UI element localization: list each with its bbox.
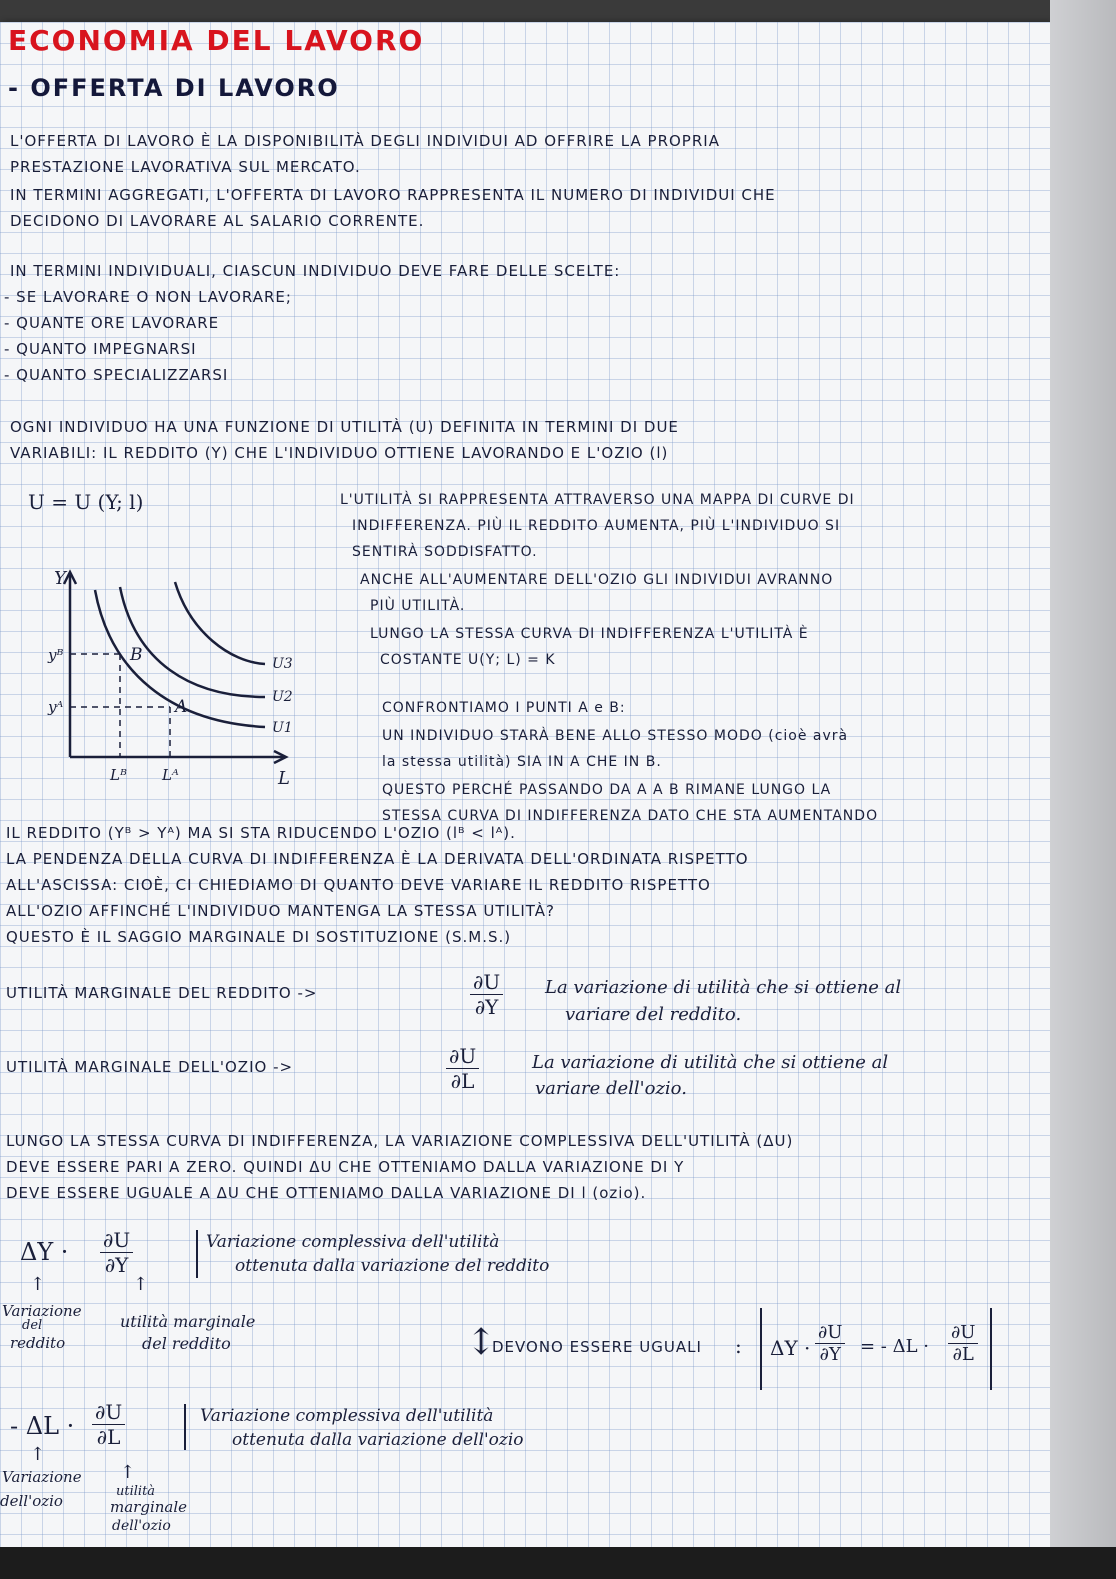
eq-income-desc-1: Variazione complessiva dell'utilità bbox=[206, 1232, 500, 1252]
point-a-label: A bbox=[175, 697, 188, 717]
eq-income-note-right: utilità marginale bbox=[120, 1312, 256, 1331]
arrow-up-icon: ↑ bbox=[120, 1462, 136, 1483]
eq-leisure-desc-1: Variazione complessiva dell'utilità bbox=[200, 1406, 494, 1426]
eq-leisure-note-left: dell'ozio bbox=[0, 1492, 63, 1510]
derivative-numerator: ∂U bbox=[100, 1228, 133, 1253]
point-b-label: B bbox=[130, 645, 143, 665]
marginal-leisure-derivative bbox=[446, 1044, 479, 1093]
derivative-numerator: ∂U bbox=[948, 1322, 978, 1344]
y-axis-label: Y bbox=[54, 568, 66, 589]
slope-line-3: ALL'ASCISSA: CIOÈ, CI CHIEDIAMO DI QUANTO DEVE VARIARE IL REDDITO RISPETTO bbox=[6, 876, 711, 894]
derivative-numerator: ∂U bbox=[446, 1044, 479, 1069]
intro-line-3: IN TERMINI AGGREGATI, L'OFFERTA DI LAVORO RAPPRESENTA IL NUMERO DI INDIVIDUI CHE bbox=[10, 186, 776, 204]
eq-leisure-note-right: dell'ozio bbox=[112, 1518, 171, 1534]
eq-income-bracket bbox=[190, 1230, 198, 1278]
arrow-up-icon: ↑ bbox=[30, 1444, 46, 1465]
zero-line-3: DEVE ESSERE UGUALE A ΔU CHE OTTENIAMO DALLA VARIAZIONE DI l (ozio). bbox=[6, 1184, 647, 1202]
utility-formula: U = U (Y; l) bbox=[28, 490, 144, 514]
ya-label: yᴬ bbox=[48, 698, 64, 716]
intro-line-4: DECIDONO DI LAVORARE AL SALARIO CORRENTE. bbox=[10, 212, 425, 230]
graph-text: LUNGO LA STESSA CURVA DI INDIFFERENZA L'UTILITÀ È bbox=[370, 626, 809, 642]
marginal-income-label: UTILITÀ MARGINALE DEL REDDITO -> bbox=[6, 984, 318, 1002]
notebook-page bbox=[0, 22, 1050, 1547]
choices-lead: IN TERMINI INDIVIDUALI, CIASCUN INDIVIDUO DEVE FARE DELLE SCELTE: bbox=[10, 262, 621, 280]
marginal-income-derivative bbox=[470, 970, 503, 1019]
graph-text: ANCHE ALL'AUMENTARE DELL'OZIO GLI INDIVIDUI AVRANNO bbox=[360, 572, 834, 588]
graph-text: la stessa utilità) SIA IN A CHE IN B. bbox=[382, 754, 662, 770]
graph-text: COSTANTE U(Y; L) = K bbox=[380, 652, 556, 668]
eq-leisure-derivative bbox=[92, 1400, 125, 1449]
derivative-denominator: ∂Y bbox=[819, 1344, 841, 1365]
derivative-denominator: ∂L bbox=[952, 1344, 974, 1365]
eq-leisure-left: - ΔL · bbox=[10, 1412, 75, 1440]
choice-item: - SE LAVORARE O NON LAVORARE; bbox=[4, 288, 292, 306]
yb-label: yᴮ bbox=[48, 646, 64, 664]
equality-derivative-2 bbox=[948, 1322, 978, 1365]
slope-line-2: LA PENDENZA DELLA CURVA DI INDIFFERENZA È LA DERIVATA DELL'ORDINATA RISPETTO bbox=[6, 850, 749, 868]
derivative-denominator: ∂Y bbox=[104, 1253, 129, 1277]
slope-line-1: IL REDDITO (Yᴮ > Yᴬ) MA SI STA RIDUCENDO L'OZIO (lᴮ < lᴬ). bbox=[6, 824, 516, 842]
indifference-curve-graph bbox=[50, 562, 320, 792]
graph-text: L'UTILITÀ SI RAPPRESENTA ATTRAVERSO UNA MAPPA DI CURVE DI bbox=[340, 492, 855, 508]
marginal-income-desc-1: La variazione di utilità che si ottiene al bbox=[545, 977, 902, 998]
eq-income-derivative bbox=[100, 1228, 133, 1277]
marginal-leisure-desc-2: variare dell'ozio. bbox=[535, 1078, 687, 1099]
choice-item: - QUANTO SPECIALIZZARSI bbox=[4, 366, 229, 384]
equality-mid: = - ΔL · bbox=[860, 1336, 930, 1357]
arrow-up-icon: ↑ bbox=[30, 1274, 46, 1295]
equal-label: DEVONO ESSERE UGUALI bbox=[492, 1338, 702, 1356]
graph-text: PIÙ UTILITÀ. bbox=[370, 598, 466, 614]
eq-leisure-note-right: utilità bbox=[116, 1484, 156, 1499]
background-edge bbox=[1050, 0, 1116, 1579]
lb-label: Lᴮ bbox=[110, 766, 127, 784]
la-label: Lᴬ bbox=[162, 766, 179, 784]
graph-text: STESSA CURVA DI INDIFFERENZA DATO CHE STA AUMENTANDO bbox=[382, 808, 879, 824]
intro-line-2: PRESTAZIONE LAVORATIVA SUL MERCATO. bbox=[10, 158, 361, 176]
zero-line-2: DEVE ESSERE PARI A ZERO. QUINDI ΔU CHE OTTENIAMO DALLA VARIAZIONE DI Y bbox=[6, 1158, 685, 1176]
graph-text: UN INDIVIDUO STARÀ BENE ALLO STESSO MODO (cioè avrà bbox=[382, 728, 849, 744]
eq-income-desc-2: ottenuta dalla variazione del reddito bbox=[235, 1256, 550, 1276]
intro-line-1: L'OFFERTA DI LAVORO È LA DISPONIBILITÀ DEGLI INDIVIDUI AD OFFRIRE LA PROPRIA bbox=[10, 132, 720, 150]
curve-u2-label: U2 bbox=[272, 689, 293, 705]
marginal-income-desc-2: variare del reddito. bbox=[565, 1004, 742, 1025]
eq-income-left: ΔY · bbox=[20, 1238, 69, 1266]
eq-income-note-left: reddito bbox=[10, 1334, 66, 1352]
zero-line-1: LUNGO LA STESSA CURVA DI INDIFFERENZA, LA VARIAZIONE COMPLESSIVA DELL'UTILITÀ (ΔU) bbox=[6, 1132, 794, 1150]
derivative-numerator: ∂U bbox=[92, 1400, 125, 1425]
colon-glyph: : bbox=[735, 1334, 742, 1358]
choice-item: - QUANTE ORE LAVORARE bbox=[4, 314, 220, 332]
page-title: ECONOMIA DEL LAVORO bbox=[8, 24, 425, 57]
eq-leisure-note-right: marginale bbox=[110, 1498, 188, 1516]
eq-income-note-left: del bbox=[22, 1318, 43, 1333]
utility-def-2: VARIABILI: IL REDDITO (Y) CHE L'INDIVIDUO OTTIENE LAVORANDO E L'OZIO (l) bbox=[10, 444, 669, 462]
marginal-leisure-label: UTILITÀ MARGINALE DELL'OZIO -> bbox=[6, 1058, 294, 1076]
section-title: - OFFERTA DI LAVORO bbox=[8, 74, 340, 102]
graph-text: SENTIRÀ SODDISFATTO. bbox=[352, 544, 538, 560]
equality-derivative-1 bbox=[815, 1322, 845, 1365]
eq-income-note-left: Variazione bbox=[2, 1302, 82, 1320]
graph-text: INDIFFERENZA. PIÙ IL REDDITO AUMENTA, PIÙ L'INDIVIDUO SI bbox=[352, 518, 841, 534]
curve-u3 bbox=[175, 582, 265, 664]
derivative-denominator: ∂L bbox=[96, 1425, 121, 1449]
slope-line-5: QUESTO È IL SAGGIO MARGINALE DI SOSTITUZIONE (S.M.S.) bbox=[6, 928, 512, 946]
background-edge bbox=[0, 1547, 1116, 1579]
curve-u1-label: U1 bbox=[272, 720, 293, 736]
x-axis-label: L bbox=[278, 768, 290, 789]
utility-def-1: OGNI INDIVIDUO HA UNA FUNZIONE DI UTILITÀ (U) DEFINITA IN TERMINI DI DUE bbox=[10, 418, 679, 436]
graph-text: CONFRONTIAMO I PUNTI A e B: bbox=[382, 700, 626, 716]
eq-leisure-desc-2: ottenuta dalla variazione dell'ozio bbox=[232, 1430, 524, 1450]
eq-leisure-bracket bbox=[178, 1404, 186, 1450]
graph-text: QUESTO PERCHÉ PASSANDO DA A A B RIMANE LUNGO LA bbox=[382, 782, 832, 798]
derivative-denominator: ∂L bbox=[450, 1069, 475, 1093]
slope-line-4: ALL'OZIO AFFINCHÉ L'INDIVIDUO MANTENGA LA STESSA UTILITÀ? bbox=[6, 902, 555, 920]
derivative-numerator: ∂U bbox=[815, 1322, 845, 1344]
double-arrow-icon: ↕ bbox=[466, 1322, 497, 1363]
eq-leisure-note-left: Variazione bbox=[2, 1468, 82, 1486]
choice-item: - QUANTO IMPEGNARSI bbox=[4, 340, 197, 358]
equality-left: ΔY · bbox=[770, 1336, 811, 1360]
curve-u3-label: U3 bbox=[272, 656, 293, 672]
derivative-denominator: ∂Y bbox=[474, 995, 499, 1019]
eq-income-note-right: del reddito bbox=[142, 1334, 231, 1353]
marginal-leisure-desc-1: La variazione di utilità che si ottiene al bbox=[532, 1052, 889, 1073]
derivative-numerator: ∂U bbox=[470, 970, 503, 995]
arrow-up-icon: ↑ bbox=[133, 1274, 149, 1295]
